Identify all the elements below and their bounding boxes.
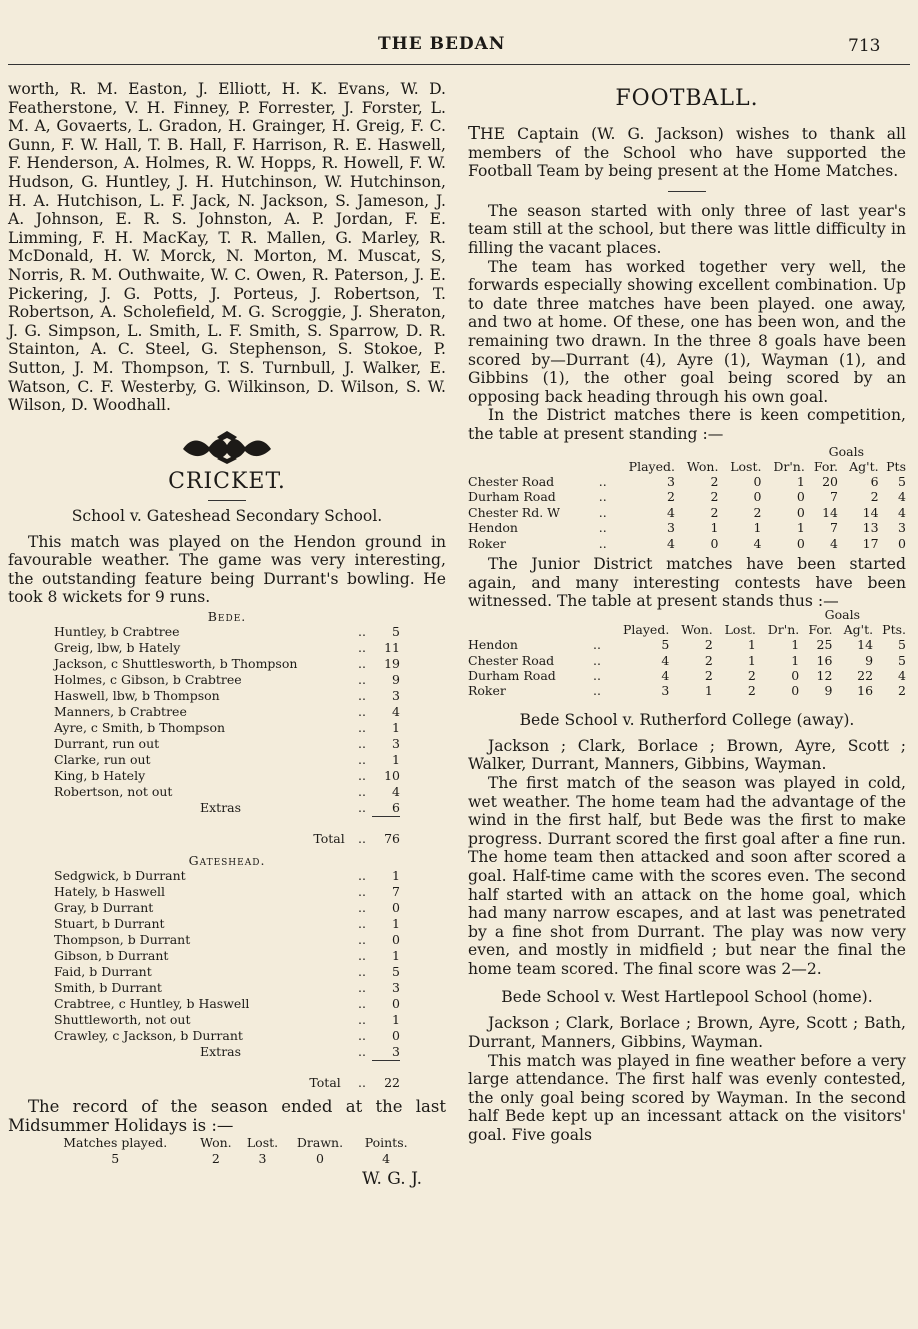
bede-scorecard bbox=[54, 624, 400, 847]
table-cell: 0 bbox=[796, 504, 805, 520]
table-cell: 4 bbox=[898, 489, 906, 505]
table-cell: 2 bbox=[898, 683, 906, 699]
junior-table bbox=[468, 622, 906, 699]
table-cell: 0 bbox=[753, 473, 762, 489]
team-header bbox=[468, 459, 595, 474]
captain-paragraph bbox=[468, 125, 906, 181]
team-name: Roker bbox=[468, 683, 506, 699]
record-header: Points. bbox=[364, 1135, 408, 1151]
batsman-name: Shuttleworth, not out bbox=[54, 1012, 191, 1028]
leader-dots: .. bbox=[358, 884, 366, 900]
leader-dots: .. bbox=[598, 504, 607, 520]
left-column bbox=[8, 80, 446, 1189]
leader-dots: .. bbox=[598, 489, 607, 505]
scorecard-row bbox=[54, 736, 400, 752]
table-row bbox=[468, 637, 906, 652]
leader-dots: .. bbox=[358, 736, 366, 752]
batsman-score: 3 bbox=[392, 980, 400, 996]
section-rule bbox=[668, 191, 706, 192]
total-label: Total bbox=[313, 830, 345, 846]
leader-dots: .. bbox=[358, 868, 366, 884]
team-name: Durham Road bbox=[468, 667, 556, 683]
leader-dots: .. bbox=[358, 900, 366, 916]
leader-dots: .. bbox=[358, 932, 366, 948]
table-cell: 1 bbox=[747, 637, 756, 653]
batsman-name: Huntley, b Crabtree bbox=[54, 624, 180, 640]
batsman-score: 1 bbox=[392, 948, 400, 964]
table-cell: 3 bbox=[898, 520, 906, 536]
batsman-score: 1 bbox=[392, 868, 400, 884]
batsman-name: Gray, b Durrant bbox=[54, 900, 154, 916]
table-cell: 2 bbox=[704, 667, 713, 683]
table-cell: 5 bbox=[898, 637, 906, 653]
table-cell: 0 bbox=[898, 535, 906, 551]
leader-dots: .. bbox=[358, 1012, 366, 1028]
table-cell: 4 bbox=[667, 504, 675, 520]
captain-initial: T bbox=[468, 123, 481, 144]
match2-team: Jackson ; Clark, Borlace ; Brown, Ayre, Scott ; Bath, Durrant, Manners, Gibbins, Wayman. bbox=[468, 1014, 906, 1052]
football-heading: FOOTBALL. bbox=[615, 86, 759, 111]
scorecard-row bbox=[54, 980, 400, 996]
page-number: 713 bbox=[848, 36, 881, 56]
table-cell: 0 bbox=[710, 535, 719, 551]
match-paragraph: This match was played on the Hendon ground in favourable weather. The game was very interesting, the outstanding feature being Durrant's bowling. He took 8 wickets for 9 runs. bbox=[8, 532, 446, 607]
column-header: Pts bbox=[886, 458, 906, 474]
record-table bbox=[38, 1135, 418, 1167]
record-value: 3 bbox=[258, 1151, 267, 1167]
scorecard-row bbox=[54, 752, 400, 768]
batsman-score: 11 bbox=[384, 640, 400, 656]
table-cell: 9 bbox=[865, 652, 874, 668]
cricket-heading: CRICKET. bbox=[168, 468, 286, 494]
leader-dots: .. bbox=[358, 704, 366, 720]
batsman-name: Jackson, c Shuttlesworth, b Thompson bbox=[54, 656, 298, 672]
match1-paragraph: The first match of the season was played in cold, wet weather. The home team had the advantage of the wind in the first half, but Bede was the first to make progress. Durrant scored the first goal after a fine run. The home team then attacked and soon after scored a goal. Half-time came with the scores even. The second half started with an attack on the home goal, which had many narrow escapes, and at last was penetrated by a fine shot from Durrant. The play was now very even, and mostly in midfield ; but near the final the home team scored. The final score was 2—2. bbox=[468, 773, 906, 978]
scorecard-row bbox=[54, 720, 400, 736]
leader-dots: .. bbox=[358, 656, 366, 672]
extras-label: Extras bbox=[200, 1044, 242, 1060]
scorecard-row bbox=[54, 1028, 400, 1044]
record-header: Won. bbox=[200, 1135, 232, 1151]
record-header: Lost. bbox=[246, 1135, 279, 1151]
column-header: For. bbox=[813, 458, 838, 474]
scorecard-row bbox=[54, 884, 400, 900]
batsman-name: Thompson, b Durrant bbox=[54, 932, 191, 948]
match1-title: Bede School v. Rutherford College (away). bbox=[519, 710, 855, 729]
table-cell: 4 bbox=[898, 504, 906, 520]
section-rule bbox=[208, 500, 246, 501]
leader-dots: .. bbox=[358, 916, 366, 932]
table-cell: 2 bbox=[747, 683, 756, 699]
scorecard-row bbox=[54, 768, 400, 784]
scorecard-row bbox=[54, 640, 400, 656]
team-name: Hendon bbox=[468, 637, 518, 653]
table-cell: 2 bbox=[747, 667, 756, 683]
scorecard-row bbox=[54, 948, 400, 964]
batsman-name: Stuart, b Durrant bbox=[54, 916, 165, 932]
leader-dots: .. bbox=[358, 948, 366, 964]
batsman-score: 1 bbox=[392, 720, 400, 736]
table-cell: 13 bbox=[862, 520, 879, 536]
batsman-score: 10 bbox=[384, 768, 400, 784]
column-header: Lost. bbox=[730, 458, 762, 474]
leader-dots: .. bbox=[358, 800, 366, 816]
batsman-name: Gibson, b Durrant bbox=[54, 948, 169, 964]
table-cell: 1 bbox=[791, 637, 800, 653]
match2-paragraph: This match was played in fine weather before a very large attendance. The first half was evenly contested, the only goal being scored by Wayman. In the second half Bede kept up an incessant attack on the visitors' goal. Five goals bbox=[468, 1051, 906, 1145]
column-header: Ag't. bbox=[843, 621, 874, 637]
table-cell: 25 bbox=[816, 637, 833, 653]
gateshead-label: Gateshead. bbox=[188, 853, 266, 869]
table-cell: 3 bbox=[667, 520, 675, 536]
scorecard-row bbox=[54, 1012, 400, 1028]
batsman-score: 1 bbox=[392, 1012, 400, 1028]
table-cell: 1 bbox=[753, 520, 762, 536]
team-name: Chester Rd. W bbox=[468, 504, 561, 520]
record-header: Matches played. bbox=[63, 1135, 168, 1151]
record-value: 4 bbox=[382, 1151, 391, 1167]
leader-dots: .. bbox=[358, 784, 366, 800]
scorecard-row bbox=[54, 704, 400, 720]
table-cell: 5 bbox=[898, 473, 906, 489]
table-row bbox=[468, 474, 906, 489]
goals-label: Goals bbox=[828, 443, 864, 459]
table-cell: 16 bbox=[857, 683, 874, 699]
table-cell: 1 bbox=[796, 473, 805, 489]
ornament-icon bbox=[177, 429, 277, 465]
batsman-name: Smith, b Durrant bbox=[54, 980, 162, 996]
header-rule bbox=[8, 64, 910, 65]
batsman-score: 0 bbox=[392, 900, 400, 916]
record-value: 0 bbox=[316, 1151, 324, 1167]
table-cell: 4 bbox=[661, 667, 670, 683]
table-row bbox=[468, 536, 906, 551]
scorecard-row bbox=[54, 672, 400, 688]
record-value: 5 bbox=[111, 1151, 120, 1167]
scorecard-row bbox=[54, 996, 400, 1012]
batsman-score: 19 bbox=[384, 656, 400, 672]
record-header: Drawn. bbox=[296, 1135, 344, 1151]
table-cell: 1 bbox=[796, 520, 805, 536]
table-cell: 1 bbox=[791, 652, 800, 668]
leader-dots: .. bbox=[593, 637, 601, 653]
column-header: Won. bbox=[681, 621, 713, 637]
table-cell: 14 bbox=[857, 637, 874, 653]
table-cell: 7 bbox=[830, 489, 838, 505]
batsman-name: Greig, lbw, b Hately bbox=[54, 640, 181, 656]
leader-dots: .. bbox=[358, 720, 366, 736]
total-label: Total bbox=[309, 1074, 341, 1090]
table-cell: 1 bbox=[747, 652, 756, 668]
batsman-score: 4 bbox=[392, 704, 400, 720]
table-cell: 0 bbox=[791, 683, 800, 699]
table-cell: 5 bbox=[661, 637, 670, 653]
batsman-name: Hately, b Haswell bbox=[54, 884, 165, 900]
leader-dots: .. bbox=[598, 535, 607, 551]
batsman-score: 7 bbox=[392, 884, 400, 900]
scorecard-row bbox=[54, 868, 400, 884]
table-cell: 0 bbox=[796, 489, 805, 505]
leader-dots: .. bbox=[358, 830, 366, 846]
batsman-score: 1 bbox=[392, 752, 400, 768]
column-header: Dr'n. bbox=[767, 621, 800, 637]
batsman-score: 1 bbox=[392, 916, 400, 932]
leader-dots: .. bbox=[593, 683, 601, 699]
table-cell: 9 bbox=[824, 683, 833, 699]
table-cell: 14 bbox=[822, 504, 838, 520]
batsman-name: Durrant, run out bbox=[54, 736, 160, 752]
table-cell: 3 bbox=[661, 683, 670, 699]
extras-score: 3 bbox=[392, 1044, 400, 1060]
table-cell: 4 bbox=[830, 535, 838, 551]
batsman-name: King, b Hately bbox=[54, 768, 146, 784]
team-name: Hendon bbox=[468, 520, 518, 536]
table-cell: 4 bbox=[661, 652, 670, 668]
leader-dots: .. bbox=[358, 768, 366, 784]
bede-label: Bede. bbox=[207, 609, 247, 625]
dots-header bbox=[595, 459, 611, 474]
table-cell: 2 bbox=[704, 652, 713, 668]
batsman-name: Faid, b Durrant bbox=[54, 964, 152, 980]
district-paragraph: In the District matches there is keen competition, the table at present standing :— bbox=[468, 406, 906, 443]
table-cell: 0 bbox=[753, 489, 762, 505]
total-row bbox=[54, 1061, 400, 1092]
leader-dots: .. bbox=[358, 752, 366, 768]
batsman-score: 9 bbox=[392, 672, 400, 688]
total-score: 76 bbox=[372, 817, 400, 848]
batsman-score: 5 bbox=[392, 624, 400, 640]
match1-team: Jackson ; Clark, Borlace ; Brown, Ayre, Scott ; Walker, Durrant, Manners, Gibbins, Wayman. bbox=[468, 736, 906, 774]
table-cell: 14 bbox=[862, 504, 879, 520]
batsman-name: Manners, b Crabtree bbox=[54, 704, 187, 720]
table-cell: 2 bbox=[710, 489, 719, 505]
leader-dots: .. bbox=[358, 964, 366, 980]
batsman-name: Haswell, lbw, b Thompson bbox=[54, 688, 220, 704]
match2-title: Bede School v. West Hartlepool School (home). bbox=[501, 988, 873, 1007]
batsman-name: Ayre, c Smith, b Thompson bbox=[54, 720, 226, 736]
season-paragraph-1: The season started with only three of last year's team still at the school, but there was little difficulty in filling the vacant places. bbox=[468, 201, 906, 257]
table-cell: 12 bbox=[816, 667, 833, 683]
record-value: 2 bbox=[211, 1151, 220, 1167]
table-cell: 2 bbox=[704, 637, 713, 653]
right-column bbox=[468, 86, 906, 1145]
signature: W. G. J. bbox=[362, 1169, 422, 1190]
scorecard-row bbox=[54, 656, 400, 672]
table-cell: 2 bbox=[710, 473, 719, 489]
total-row bbox=[54, 817, 400, 848]
gateshead-scorecard bbox=[54, 868, 400, 1091]
team-name: Chester Road bbox=[468, 473, 555, 489]
season-paragraph-2: The team has worked together very well, the forwards especially showing excellent combination. Up to date three matches have been played. one away, and two at home. Of these, one has been won, and the remaining two drawn. In the three 8 goals have been scored by—Durrant (4), Ayre (1), Wayman (1), and Gibbins (1), the other goal being scored by an opposing back heading through his own goal. bbox=[468, 257, 906, 406]
column-header: Played. bbox=[628, 458, 675, 474]
table-cell: 6 bbox=[870, 473, 879, 489]
captain-text: HE Captain (W. G. Jackson) wishes to thank all members of the School who have supported the Football Team by being present at the Home Matches. bbox=[468, 125, 906, 181]
extras-label: Extras bbox=[200, 800, 242, 816]
batsman-score: 4 bbox=[392, 784, 400, 800]
match-title: School v. Gateshead Secondary School. bbox=[71, 506, 383, 525]
batsman-score: 5 bbox=[392, 964, 400, 980]
column-header: Lost. bbox=[724, 621, 756, 637]
batsman-name: Sedgwick, b Durrant bbox=[54, 868, 186, 884]
table-cell: 0 bbox=[796, 535, 805, 551]
leader-dots: .. bbox=[598, 473, 607, 489]
table-row bbox=[468, 489, 906, 504]
batsman-score: 3 bbox=[392, 688, 400, 704]
batsman-score: 0 bbox=[392, 1028, 400, 1044]
column-header: Won. bbox=[686, 458, 719, 474]
leader-dots: .. bbox=[593, 652, 601, 668]
table-cell: 4 bbox=[898, 667, 906, 683]
team-name: Chester Road bbox=[468, 652, 555, 668]
district-table bbox=[468, 459, 906, 551]
table-cell: 2 bbox=[710, 504, 719, 520]
names-paragraph: worth, R. M. Easton, J. Elliott, H. K. Evans, W. D. Featherstone, V. H. Finney, P. Forrester, J. Forster, L. M. A, Govaerts, L. Gradon, H. Grainger, H. Greig, F. C. Gunn, F. W. Hall, T. B. Hall, F. Harrison, R. E. Haswell, F. Henderson, A. Holmes, R. W. Hopps, R. Howell, F. W. Hudson, G. Huntley, J. H. Hutchinson, W. Hutchinson, H. A. Hutchison, L. F. Jack, N. Jackson, S. Jameson, J. A. Johnson, E. R. S. Johnston, A. P. Jordan, F. E. Limming, F. H. MacKay, T. R. Mallen, G. Marley, R. McDonald, H. W. Morck, N. Morton, M. Muscat, S, Norris, R. M. Outhwaite, W. C. Owen, R. Paterson, J. E. Pickering, J. G. Potts, J. Porteus, J. Robertson, T. Robertson, A. Scholefield, M. G. Scroggie, J. Sheraton, J. G. Simpson, L. Smith, L. F. Smith, S. Sparrow, D. R. Stainton, A. C. Steel, G. Stephenson, S. Stokoe, P. Sutton, J. M. Thompson, T. S. Turnbull, J. Walker, E. Watson, C. F. Westerby, G. Wilkinson, D. Wilson, S. W. Wilson, D. Woodhall. bbox=[8, 80, 446, 415]
table-cell: 0 bbox=[791, 667, 800, 683]
leader-dots: .. bbox=[358, 1044, 366, 1060]
extras-row bbox=[54, 800, 400, 817]
leader-dots: .. bbox=[358, 980, 366, 996]
leader-dots: .. bbox=[593, 667, 601, 683]
batsman-score: 0 bbox=[392, 996, 400, 1012]
running-header bbox=[0, 34, 918, 60]
column-header: For. bbox=[808, 621, 833, 637]
scorecard-row bbox=[54, 624, 400, 640]
leader-dots: .. bbox=[598, 520, 607, 536]
extras-row bbox=[54, 1044, 400, 1061]
table-cell: 2 bbox=[870, 489, 879, 505]
table-row bbox=[468, 683, 906, 698]
table-cell: 1 bbox=[710, 520, 719, 536]
scorecard-row bbox=[54, 932, 400, 948]
scorecard-row bbox=[54, 688, 400, 704]
leader-dots: .. bbox=[358, 688, 366, 704]
team-header bbox=[468, 622, 589, 637]
table-cell: 22 bbox=[857, 667, 874, 683]
junior-paragraph: The Junior District matches have been started again, and many interesting contests have been witnessed. The table at present stands thus :— bbox=[468, 554, 906, 611]
batsman-score: 0 bbox=[392, 932, 400, 948]
scorecard-row bbox=[54, 964, 400, 980]
batsman-name: Robertson, not out bbox=[54, 784, 173, 800]
table-cell: 2 bbox=[753, 504, 762, 520]
goals-label: Goals bbox=[824, 606, 860, 622]
batsman-score: 3 bbox=[392, 736, 400, 752]
column-header: Ag't. bbox=[849, 458, 879, 474]
batsman-name: Crabtree, c Huntley, b Haswell bbox=[54, 996, 250, 1012]
scorecard-row bbox=[54, 916, 400, 932]
extras-score: 6 bbox=[392, 800, 400, 816]
leader-dots: .. bbox=[358, 1074, 366, 1090]
scorecard-row bbox=[54, 784, 400, 800]
dots-header bbox=[589, 622, 605, 637]
journal-title: THE BEDAN bbox=[378, 34, 506, 54]
batsman-name: Crawley, c Jackson, b Durrant bbox=[54, 1028, 243, 1044]
table-cell: 5 bbox=[898, 652, 906, 668]
table-cell: 16 bbox=[816, 652, 833, 668]
team-name: Durham Road bbox=[468, 489, 556, 505]
column-header: Pts. bbox=[882, 621, 906, 637]
table-row bbox=[468, 505, 906, 520]
table-cell: 20 bbox=[822, 473, 838, 489]
table-cell: 3 bbox=[667, 473, 675, 489]
batsman-name: Clarke, run out bbox=[54, 752, 151, 768]
team-name: Roker bbox=[468, 535, 506, 551]
batsman-name: Holmes, c Gibson, b Crabtree bbox=[54, 672, 242, 688]
table-row bbox=[468, 668, 906, 683]
leader-dots: .. bbox=[358, 672, 366, 688]
column-header: Played. bbox=[623, 621, 670, 637]
table-cell: 4 bbox=[667, 535, 675, 551]
leader-dots: .. bbox=[358, 640, 366, 656]
record-paragraph: The record of the season ended at the last Midsummer Holidays is :— bbox=[8, 1097, 446, 1136]
table-cell: 17 bbox=[862, 535, 879, 551]
table-cell: 4 bbox=[753, 535, 762, 551]
column-header: Dr'n. bbox=[773, 458, 805, 474]
table-row bbox=[468, 653, 906, 668]
table-cell: 1 bbox=[704, 683, 713, 699]
scorecard-row bbox=[54, 900, 400, 916]
table-row bbox=[468, 520, 906, 535]
table-cell: 7 bbox=[830, 520, 838, 536]
leader-dots: .. bbox=[358, 996, 366, 1012]
table-cell: 2 bbox=[667, 489, 675, 505]
total-score: 22 bbox=[372, 1061, 400, 1092]
leader-dots: .. bbox=[358, 624, 366, 640]
leader-dots: .. bbox=[358, 1028, 366, 1044]
